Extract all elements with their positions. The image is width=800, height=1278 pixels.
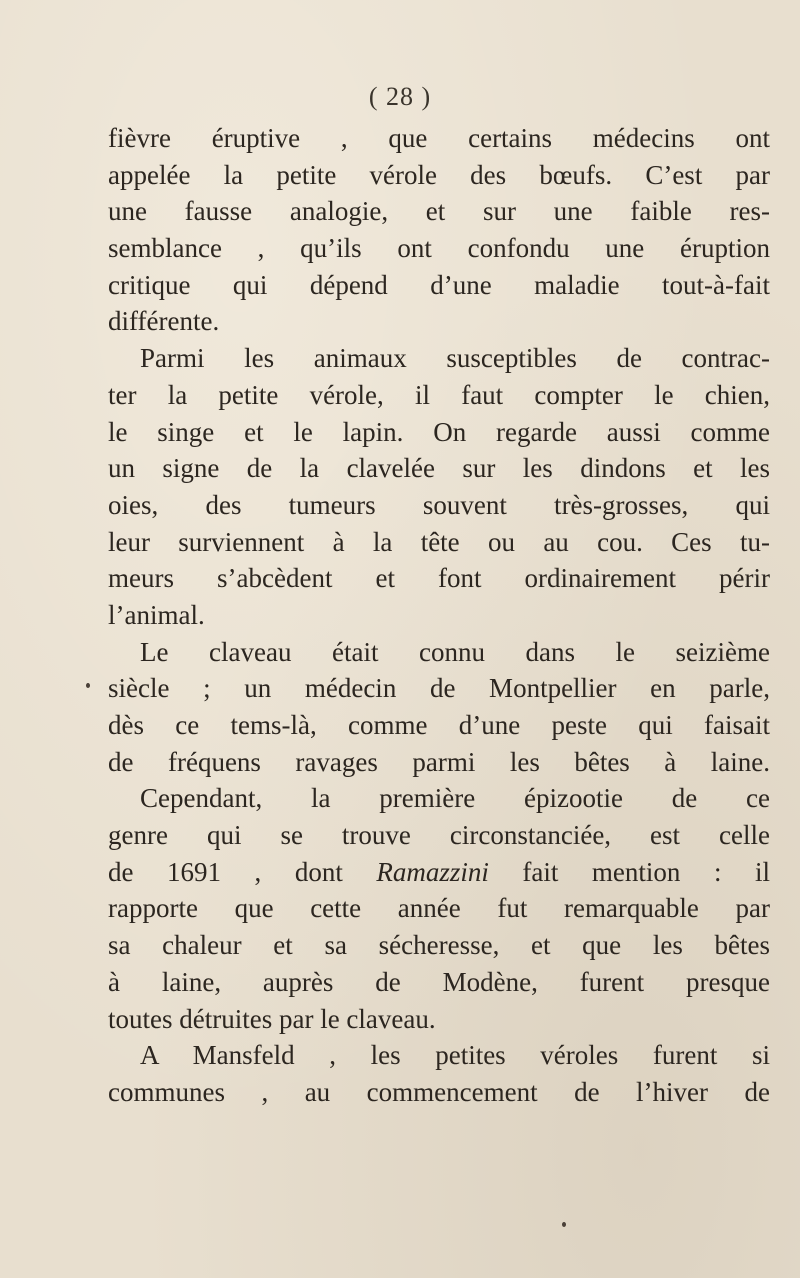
paragraph-end-line: différente. [108,306,220,337]
paragraph-start-line: A Mansfeld , les petites véroles furent si [140,1040,770,1071]
text-line: une fausse analogie, et sur une faible res- [108,196,770,227]
text-line: appelée la petite vérole des bœufs. C’est par [108,159,770,190]
author-name: Ramazzini [376,856,489,887]
paragraph-end-line: l’animal. [108,599,205,630]
text-line: dès ce tems-là, comme d’une peste qui faisait [108,710,770,740]
text-line: critique qui dépend d’une maladie tout-à-fait [108,269,770,300]
paragraph-start-line: Cependant, la première épizootie de ce [140,783,770,814]
text-line: à laine, auprès de Modène, furent presque [108,966,770,997]
text-line: oies, des tumeurs souvent très-grosses, qui [108,489,770,520]
body-text [108,120,770,1111]
text-line: rapporte que cette année fut remarquable par [108,893,770,924]
page-number: ( 28 ) [368,82,432,111]
text-line: sa chaleur et sa sécheresse, et que les bêtes [108,930,770,961]
text-line: ter la petite vérole, il faut compter le chien, [108,379,770,410]
text-line: un signe de la clavelée sur les dindons et les [108,453,770,484]
paragraph-start-line: Le claveau était connu dans le seizième [140,636,770,667]
text-line: meurs s’abcèdent et font ordinairement périr [108,563,770,594]
ink-speck [86,683,90,688]
text-line: genre qui se trouve circonstanciée, est celle [108,820,770,851]
text-line-with-citation [108,854,770,891]
text-fragment: de 1691 , dont [108,856,377,887]
text-fragment: fait mention : il [488,856,770,887]
text-line: siècle ; un médecin de Montpellier en parle, [108,673,770,704]
text-line: de fréquens ravages parmi les bêtes à laine. [108,746,770,777]
text-line: fièvre éruptive , que certains médecins ont [108,123,770,153]
paragraph-end-line: toutes détruites par le claveau. [108,1003,436,1034]
ink-speck [562,1222,566,1227]
text-line: leur surviennent à la tête ou au cou. Ces tu- [108,526,770,557]
text-line: communes , au commencement de l’hiver de [108,1076,770,1107]
text-line: semblance , qu’ils ont confondu une éruption [108,233,770,264]
text-line: le singe et le lapin. On regarde aussi comme [108,416,770,447]
paragraph-start-line: Parmi les animaux susceptibles de contrac- [140,343,770,374]
